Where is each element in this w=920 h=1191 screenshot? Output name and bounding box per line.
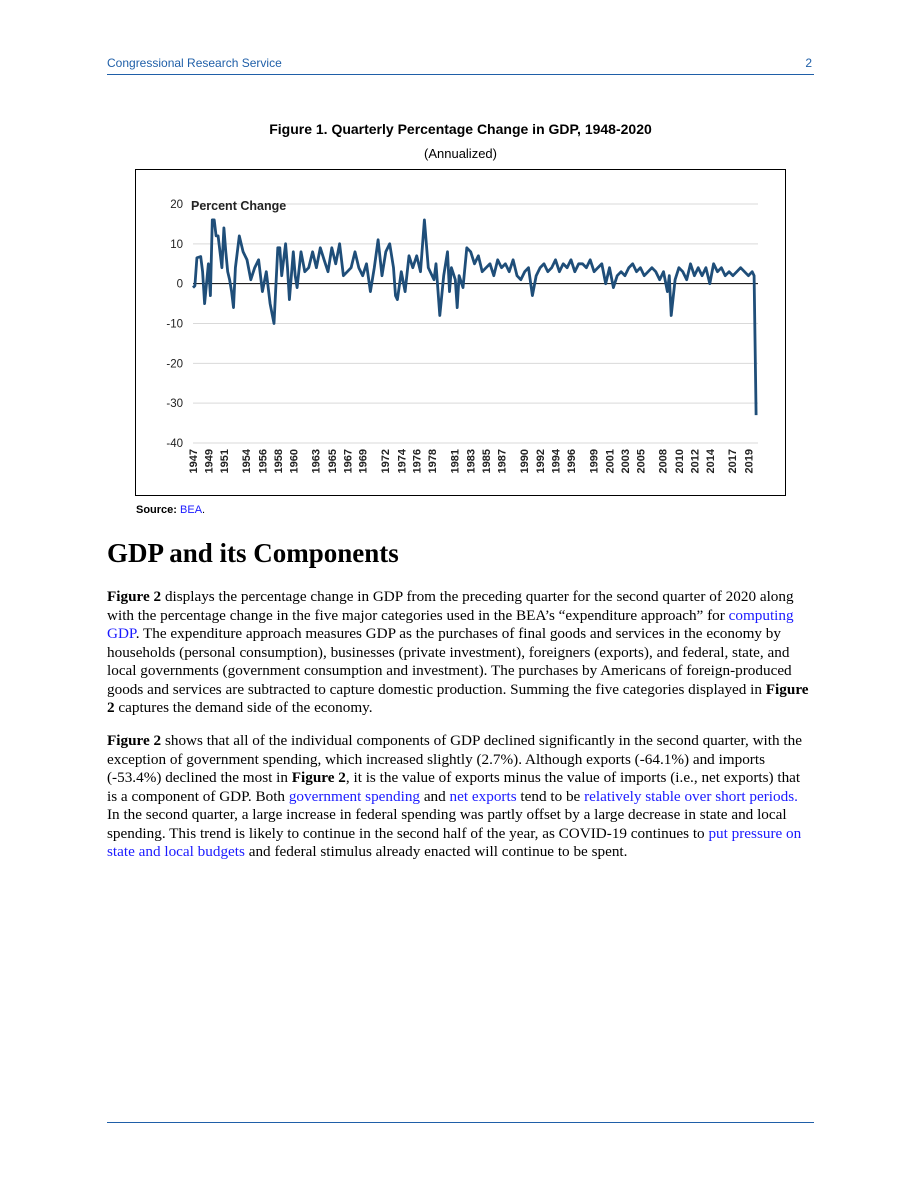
x-tick-label: 1987 — [496, 449, 509, 474]
figure-ref: Figure 2 — [107, 588, 162, 605]
paragraph-text: and federal stimulus already enacted will continue to be spent. — [244, 843, 628, 860]
y-tick-label: -20 — [166, 358, 183, 371]
x-tick-label: 1978 — [427, 449, 440, 474]
y-tick-label: 20 — [170, 199, 183, 211]
source-period: . — [202, 504, 206, 516]
figure-title: Figure 1. Quarterly Percentage Change in GDP, 1948-2020 — [269, 121, 652, 137]
x-tick-label: 1999 — [588, 449, 601, 474]
paragraph-text: and — [420, 787, 450, 805]
x-tick-label: 1990 — [518, 449, 531, 474]
y-tick-label: -10 — [166, 318, 183, 331]
footer-rule — [107, 1122, 814, 1123]
x-tick-label: 1951 — [218, 449, 231, 474]
x-tick-label: 2014 — [704, 449, 717, 474]
page-number: 2 — [805, 56, 812, 70]
x-tick-label: 1949 — [203, 449, 216, 474]
y-tick-label: 0 — [176, 278, 183, 291]
paragraph-text: . The expenditure approach measures GDP as the purchases of final goods and services in the economy by households (personal consumption), businesses (private investment), foreigners (exports), and federal, state, and local governments (government consumption and investment). The purchases by Americans of foreign-produced goods and services are subtracted to capture domestic production. Summing the five categories displayed in — [107, 625, 792, 698]
paragraph-text: displays the percentage change in GDP from the preceding quarter for the second quarter of 2020 along with the percentage change in the five major categories used in the BEA’s “expenditure approach” for — [107, 588, 794, 624]
state-local-budgets-link[interactable]: put pressure on state and local budgets — [107, 824, 802, 860]
source-link[interactable]: BEA — [180, 504, 203, 516]
stable-short-periods-link[interactable]: relatively stable over short periods. — [584, 787, 798, 805]
x-tick-label: 2008 — [657, 449, 670, 474]
x-tick-label: 2010 — [673, 449, 686, 474]
y-tick-label: -40 — [166, 438, 183, 450]
section-heading: GDP and its Components — [107, 538, 399, 568]
header-rule — [107, 74, 814, 75]
gdp-line-chart — [136, 170, 785, 495]
x-tick-label: 1992 — [535, 449, 548, 474]
x-tick-label: 1956 — [257, 449, 270, 474]
x-tick-label: 2001 — [604, 449, 617, 474]
y-tick-label: -30 — [166, 398, 183, 411]
computing-gdp-link[interactable]: computing GDP — [107, 606, 794, 642]
x-tick-label: 1967 — [342, 449, 355, 474]
net-exports-link[interactable]: net exports — [449, 787, 517, 805]
x-tick-label: 2019 — [743, 449, 756, 474]
figure-source — [136, 504, 205, 516]
source-label: Source: — [136, 504, 177, 516]
y-tick-label: 10 — [170, 238, 183, 251]
gdp-series-line — [193, 220, 756, 415]
paragraph-text: In the second quarter, a large increase in federal spending was partly offset by a large decrease in state and local spending. This trend is likely to continue in the second half of the year, as COVID-19 continues to — [107, 806, 787, 842]
x-tick-label: 1969 — [357, 449, 370, 474]
x-tick-label: 2017 — [727, 449, 740, 474]
figure-subtitle: (Annualized) — [424, 146, 497, 161]
paragraph-1 — [107, 588, 814, 718]
x-tick-label: 1994 — [550, 449, 563, 474]
x-tick-label: 1972 — [380, 449, 393, 474]
paragraph-2 — [107, 732, 814, 862]
chart-title: Percent Change — [191, 199, 287, 213]
x-tick-label: 2003 — [619, 449, 632, 474]
x-tick-label: 1954 — [241, 449, 254, 474]
figure-ref: Figure 2 — [291, 769, 346, 786]
government-spending-link[interactable]: government spending — [288, 787, 421, 805]
paragraph-text: , it is the value of exports minus the value of imports (i.e., net exports) that is a component of GDP. Both — [107, 769, 801, 805]
page-header — [107, 56, 814, 76]
x-tick-label: 1965 — [326, 449, 339, 474]
paragraph-text: shows that all of the individual components of GDP declined significantly in the second quarter, with the exception of government spending, which increased slightly (2.7%). Although exports (-64.1%) and imports (-53.4%) declined the most in — [107, 732, 802, 786]
organization-name: Congressional Research Service — [107, 56, 282, 70]
x-tick-label: 2005 — [635, 449, 648, 474]
x-tick-label: 1974 — [396, 449, 409, 474]
figure-ref: Figure 2 — [107, 680, 809, 716]
x-tick-label: 1985 — [481, 449, 494, 474]
x-tick-label: 2012 — [689, 449, 702, 474]
x-tick-label: 1963 — [310, 449, 323, 474]
x-tick-label: 1983 — [465, 449, 478, 474]
x-tick-label: 1960 — [288, 449, 301, 474]
x-tick-label: 1947 — [188, 449, 200, 474]
x-tick-label: 1976 — [411, 449, 424, 474]
x-tick-label: 1981 — [449, 449, 462, 474]
gdp-chart-frame — [135, 169, 786, 496]
x-tick-label: 1958 — [272, 449, 285, 474]
paragraph-text: captures the demand side of the economy. — [114, 699, 373, 716]
figure-ref: Figure 2 — [107, 732, 162, 749]
x-tick-label: 1996 — [565, 449, 578, 474]
paragraph-text: tend to be — [516, 787, 585, 805]
